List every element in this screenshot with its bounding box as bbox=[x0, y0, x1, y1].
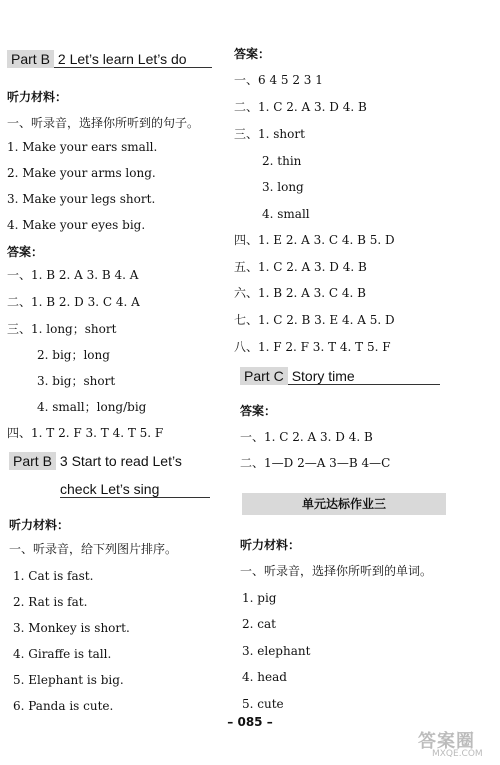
answer-line: 六、1. B 2. A 3. C 4. B bbox=[234, 286, 366, 300]
answer-line: 三、1. short bbox=[234, 127, 305, 141]
answer-line: 五、1. C 2. A 3. D 4. B bbox=[234, 260, 367, 274]
watermark bbox=[418, 727, 494, 761]
task-instruction: 一、听录音，选择你所听到的句子。 bbox=[7, 116, 200, 130]
answer-line: 2. thin bbox=[262, 154, 302, 168]
answer-heading: 答案： bbox=[240, 404, 277, 418]
listening-heading: 听力材料： bbox=[7, 90, 68, 104]
section-title: 2 Let’s learn Let’s do bbox=[57, 51, 187, 67]
unit-title-banner: 单元达标作业三 bbox=[242, 493, 446, 515]
page-number: – 085 – bbox=[227, 715, 273, 729]
word-item: 2. cat bbox=[242, 617, 276, 631]
word-item: 4. head bbox=[242, 670, 287, 684]
sentence: 2. Rat is fat. bbox=[13, 595, 88, 609]
section-heading-part-b-2 bbox=[7, 51, 212, 68]
answer-heading: 答案： bbox=[7, 245, 44, 259]
answer-line: 二、1—D 2—A 3—B 4—C bbox=[240, 456, 391, 470]
answer-line: 3. big；short bbox=[37, 374, 116, 388]
answer-line: 四、1. T 2. F 3. T 4. T 5. F bbox=[7, 426, 164, 440]
part-tag: Part C bbox=[240, 367, 288, 385]
answer-line: 三、1. long；short bbox=[7, 322, 117, 336]
answer-line: 一、1. C 2. A 3. D 4. B bbox=[240, 430, 373, 444]
sentence: 2. Make your arms long. bbox=[7, 166, 156, 180]
answer-line: 四、1. E 2. A 3. C 4. B 5. D bbox=[234, 233, 395, 247]
answer-line: 4. small bbox=[262, 207, 310, 221]
listening-heading: 听力材料： bbox=[9, 518, 70, 532]
sentence: 1. Make your ears small. bbox=[7, 140, 158, 154]
answer-line: 七、1. C 2. B 3. E 4. A 5. D bbox=[234, 313, 395, 327]
answer-heading: 答案： bbox=[234, 47, 271, 61]
word-item: 3. elephant bbox=[242, 644, 311, 658]
part-tag: Part B bbox=[9, 452, 56, 470]
sentence: 6. Panda is cute. bbox=[13, 699, 114, 713]
sentence: 3. Monkey is short. bbox=[13, 621, 130, 635]
section-title-line1: 3 Start to read Let’s bbox=[59, 453, 182, 469]
sentence: 5. Elephant is big. bbox=[13, 673, 124, 687]
task-instruction: 一、听录音，选择你所听到的单词。 bbox=[240, 564, 433, 578]
word-item: 1. pig bbox=[242, 591, 277, 605]
answer-line: 八、1. F 2. F 3. T 4. T 5. F bbox=[234, 340, 391, 354]
answer-line: 一、6 4 5 2 3 1 bbox=[234, 73, 323, 87]
answer-line: 二、1. C 2. A 3. D 4. B bbox=[234, 100, 367, 114]
sentence: 1. Cat is fast. bbox=[13, 569, 94, 583]
section-title: Story time bbox=[291, 368, 355, 384]
answer-line: 二、1. B 2. D 3. C 4. A bbox=[7, 295, 140, 309]
task-instruction: 一、听录音，给下列图片排序。 bbox=[9, 542, 178, 556]
sentence: 3. Make your legs short. bbox=[7, 192, 156, 206]
answer-line: 一、1. B 2. A 3. B 4. A bbox=[7, 268, 139, 282]
part-tag: Part B bbox=[7, 50, 54, 68]
word-item: 5. cute bbox=[242, 697, 284, 711]
section-heading-part-b-3 bbox=[9, 453, 182, 469]
answer-line: 3. long bbox=[262, 180, 304, 194]
sentence: 4. Make your eyes big. bbox=[7, 218, 146, 232]
listening-heading: 听力材料： bbox=[240, 538, 301, 552]
answer-line: 4. small；long/big bbox=[37, 400, 147, 414]
watermark-url: MXQE.COM bbox=[432, 749, 483, 759]
answer-line: 2. big；long bbox=[37, 348, 110, 362]
sentence: 4. Giraffe is tall. bbox=[13, 647, 112, 661]
watermark-text: 答案圈 bbox=[418, 731, 475, 752]
section-heading-part-c bbox=[240, 368, 440, 385]
section-title-line2: check Let’s sing bbox=[60, 481, 210, 498]
